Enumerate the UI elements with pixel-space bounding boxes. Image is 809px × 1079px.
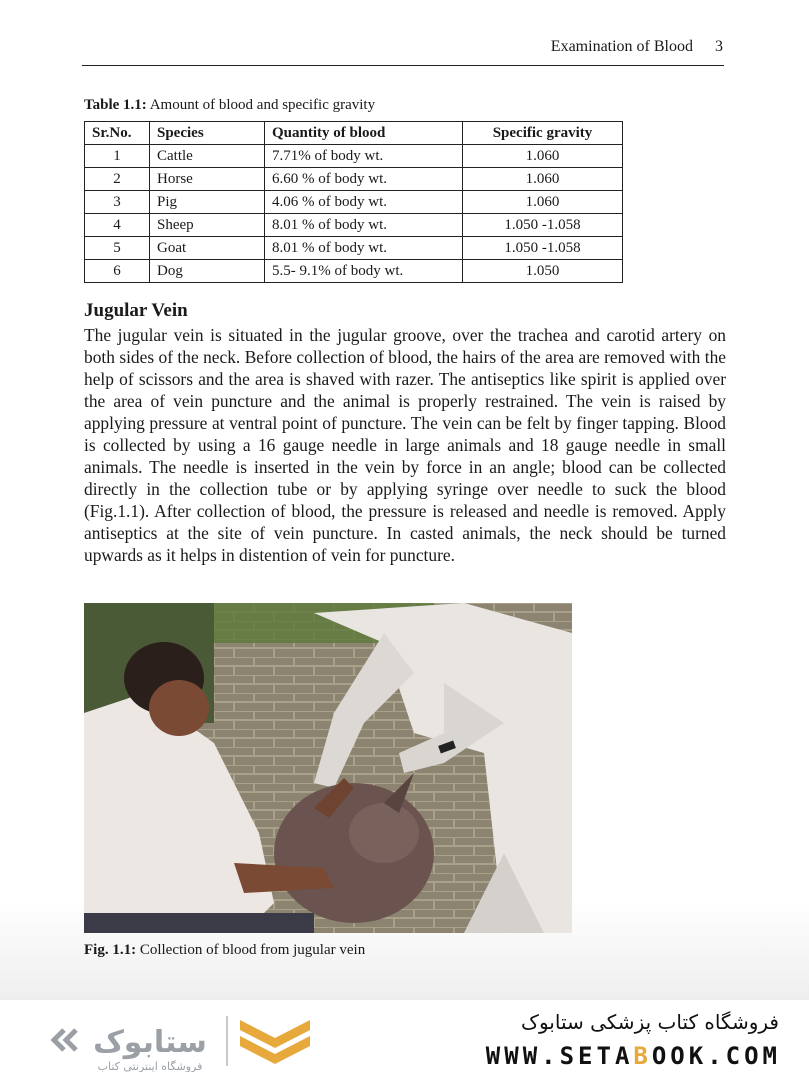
header-rule (82, 65, 724, 66)
table-caption (84, 97, 375, 114)
figure-caption-label: Fig. 1.1: (84, 942, 137, 958)
cell-srno: 1 (85, 145, 150, 168)
col-header-quantity: Quantity of blood (265, 122, 463, 145)
cell-srno: 3 (85, 191, 150, 214)
cell-srno: 5 (85, 237, 150, 260)
cell-gravity: 1.050 -1.058 (463, 237, 623, 260)
cell-gravity: 1.060 (463, 168, 623, 191)
table-caption-label: Table 1.1: (84, 97, 147, 113)
cell-gravity: 1.060 (463, 191, 623, 214)
figure-caption-text: Collection of blood from jugular vein (136, 942, 366, 958)
cell-quantity: 7.71% of body wt. (265, 145, 463, 168)
cell-species: Dog (150, 260, 265, 283)
page-number: 3 (715, 38, 723, 55)
setabook-logo (50, 1010, 330, 1072)
cell-gravity: 1.050 (463, 260, 623, 283)
cell-species: Cattle (150, 145, 265, 168)
table-row (85, 214, 623, 237)
col-header-species: Species (150, 122, 265, 145)
logo-wordmark: ستابوک (93, 1025, 207, 1060)
section-heading: Jugular Vein (84, 300, 188, 321)
table-row (85, 237, 623, 260)
store-name: فروشگاه کتاب پزشکی ستابوک (521, 1010, 779, 1034)
running-header (551, 38, 723, 56)
cell-species: Horse (150, 168, 265, 191)
cell-species: Goat (150, 237, 265, 260)
store-footer (0, 1000, 809, 1079)
cell-quantity: 4.06 % of body wt. (265, 191, 463, 214)
col-header-gravity: Specific gravity (463, 122, 623, 145)
cell-gravity: 1.050 -1.058 (463, 214, 623, 237)
cell-gravity: 1.060 (463, 145, 623, 168)
cell-srno: 6 (85, 260, 150, 283)
logo-tagline: فروشگاه اینترنتی کتاب (97, 1060, 203, 1072)
url-suffix: OOK.COM (651, 1042, 781, 1070)
cell-srno: 2 (85, 168, 150, 191)
blood-table (84, 121, 623, 283)
figure-caption (84, 942, 365, 959)
col-header-srno: Sr.No. (85, 122, 150, 145)
cell-species: Sheep (150, 214, 265, 237)
cell-quantity: 5.5- 9.1% of body wt. (265, 260, 463, 283)
table-row (85, 260, 623, 283)
store-url[interactable] (486, 1042, 781, 1070)
running-title: Examination of Blood (550, 38, 693, 55)
url-accent: B (633, 1042, 652, 1070)
cell-srno: 4 (85, 214, 150, 237)
table-row (85, 145, 623, 168)
table-row (85, 168, 623, 191)
cell-quantity: 6.60 % of body wt. (265, 168, 463, 191)
body-paragraph: The jugular vein is situated in the jugular groove, over the trachea and carotid artery on both sides of the neck. Before collection of blood, the hairs of the area are removed with the help of scissors and the area is shaved with razer. The antiseptics like spirit is applied over the area of vein puncture and the animal is properly restrained. The vein is raised by applying pressure at ventral point of puncture. The vein can be felt by finger tapping. Blood is collected by using a 16 gauge needle in large animals and 18 gauge needle in small animals. The needle is inserted in the vein by force in an angle; blood can be collected directly in the collection tube or by applying syringe over needle to suck the blood (Fig.1.1). After collection of blood, the pressure is released and needle is removed. Apply antiseptics at the site of vein puncture. In casted animals, the neck should be turned upwards as it helps in distention of vein for puncture. (84, 325, 726, 565)
table-header-row (85, 122, 623, 145)
blood-collection-photo (84, 603, 572, 933)
table-row (85, 191, 623, 214)
cell-quantity: 8.01 % of body wt. (265, 237, 463, 260)
cell-quantity: 8.01 % of body wt. (265, 214, 463, 237)
cell-species: Pig (150, 191, 265, 214)
table-caption-text: Amount of blood and specific gravity (146, 97, 376, 113)
url-prefix: WWW.SETA (485, 1042, 634, 1070)
